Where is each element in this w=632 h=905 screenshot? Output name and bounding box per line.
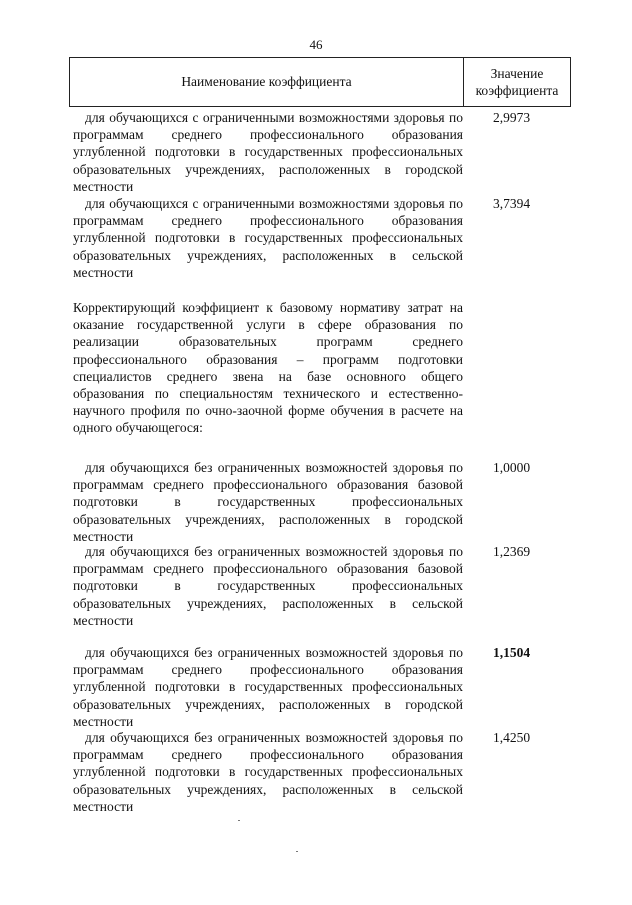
coefficient-value-header [464, 58, 570, 106]
row-description: для обучающихся с ограниченными возможностями здоровья по программам среднего профессионального образования углубленной подготовки в государственных профессиональных образовательных учреждениях, расположенных в городской местности [73, 110, 463, 194]
row-value: 1,1504 [493, 645, 531, 660]
table-header [69, 57, 571, 107]
coefficient-name-header: Наименование коэффициента [70, 58, 464, 106]
scan-speck [296, 851, 298, 852]
row-description: для обучающихся без ограниченных возможностей здоровья по программам среднего профессионального образования базовой подготовки в государственных профессиональных образовательных учреждениях, расположенных в городской местности [73, 460, 463, 544]
row-value: 1,2369 [493, 544, 531, 559]
row-value: 1,4250 [493, 730, 531, 745]
row-value: 2,9973 [493, 110, 531, 125]
scan-speck [238, 820, 240, 821]
correction-coefficient-paragraph: Корректирующий коэффициент к базовому нормативу затрат на оказание государственной услуги в сфере образования по реализации образовательных программ среднего профессионального образования – программ подготовки специалистов среднего звена на базе основного общего образования по специальностям технического и естественно-научного профиля по очно-заочной форме обучения в расчете на одного обучающегося: [73, 300, 463, 436]
page-number: 46 [309, 37, 323, 52]
row-description: для обучающихся без ограниченных возможностей здоровья по программам среднего профессионального образования углубленной подготовки в государственных профессиональных образовательных учреждениях, расположенных в городской местности [73, 645, 463, 729]
row-description: для обучающихся без ограниченных возможностей здоровья по программам среднего профессионального образования базовой подготовки в государственных профессиональных образовательных учреждениях, расположенных в сельской местности [73, 544, 463, 628]
value-header-line2: коэффициента [475, 83, 559, 98]
row-description: для обучающихся без ограниченных возможностей здоровья по программам среднего профессионального образования углубленной подготовки в государственных профессиональных образовательных учреждениях, расположенных в сельской местности [73, 730, 463, 814]
row-description: для обучающихся с ограниченными возможностями здоровья по программам среднего профессионального образования углубленной подготовки в государственных профессиональных образовательных учреждениях, расположенных в сельской местности [73, 196, 463, 280]
value-header-line1: Значение [490, 66, 544, 81]
row-value: 1,0000 [493, 460, 531, 475]
row-value: 3,7394 [493, 196, 531, 211]
